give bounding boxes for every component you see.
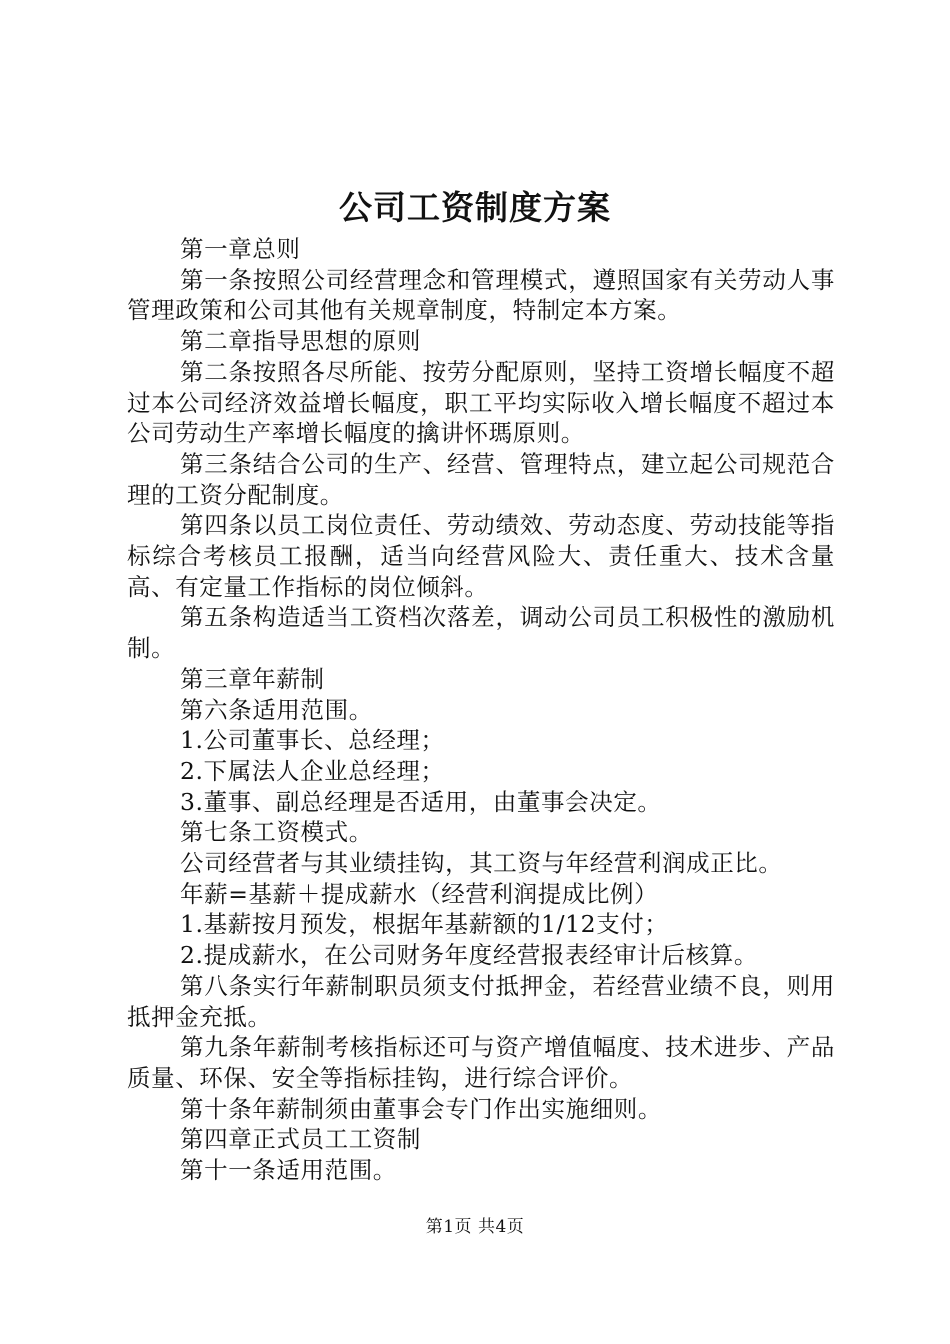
article-paragraph: 第二条按照各尽所能、按劳分配原则，坚持工资增长幅度不超过本公司经济效益增长幅度，职工平均实际收入增长幅度不超过本公司劳动生产率增长幅度的擒讲怀瑪原则。 — [127, 357, 835, 448]
article-paragraph: 第六条适用范围。 — [180, 695, 373, 724]
list-item: 2.下属法人企业总经理； — [180, 756, 445, 785]
list-item: 1.基薪按月预发，根据年基薪额的1/12支付； — [180, 910, 669, 939]
article-paragraph: 第十条年薪制须由董事会专门作出实施细则。 — [180, 1094, 662, 1123]
chapter-heading: 第一章总则 — [180, 235, 301, 263]
article-paragraph: 第四条以员工岗位责任、劳动绩效、劳动态度、劳动技能等指标综合考核员工报酬，适当向经营风险大、责任重大、技术含量高、有定量工作指标的岗位倾斜。 — [127, 511, 835, 601]
article-paragraph: 公司经营者与其业绩挂钩，其工资与年经营利润成正比。 — [180, 849, 783, 878]
formula-line: 年薪=基薪＋提成薪水（经营利润提成比例） — [180, 879, 659, 908]
article-paragraph: 第十一条适用范围。 — [180, 1156, 397, 1185]
list-item: 2.提成薪水，在公司财务年度经营报表经审计后核算。 — [180, 941, 758, 970]
chapter-heading: 第二章指导思想的原则 — [180, 327, 421, 356]
article-paragraph: 第七条工资模式。 — [180, 818, 373, 847]
article-paragraph: 第一条按照公司经营理念和管理模式，遵照国家有关劳动人事管理政策和公司其他有关规章制度，特制定本方案。 — [127, 265, 835, 325]
document-body — [127, 234, 835, 1186]
list-item: 1.公司董事长、总经理； — [180, 726, 445, 755]
chapter-heading: 第三章年薪制 — [180, 664, 325, 693]
chapter-heading: 第四章正式员工工资制 — [180, 1125, 421, 1154]
list-item: 3.董事、副总经理是否适用，由董事会决定。 — [180, 787, 662, 816]
article-paragraph: 第九条年薪制考核指标还可与资产增值幅度、技术进步、产品质量、环保、安全等指标挂钩，进行综合评价。 — [127, 1033, 835, 1092]
article-paragraph: 第三条结合公司的生产、经营、管理特点，建立起公司规范合理的工资分配制度。 — [127, 449, 835, 509]
document-title: 公司工资制度方案 — [339, 188, 611, 227]
article-paragraph: 第八条实行年薪制职员须支付抵押金，若经营业绩不良，则用抵押金充抵。 — [127, 971, 835, 1031]
page-number-footer: 第1页 共4页 — [425, 1217, 525, 1237]
article-paragraph: 第五条构造适当工资档次落差，调动公司员工积极性的激励机制。 — [127, 603, 835, 663]
